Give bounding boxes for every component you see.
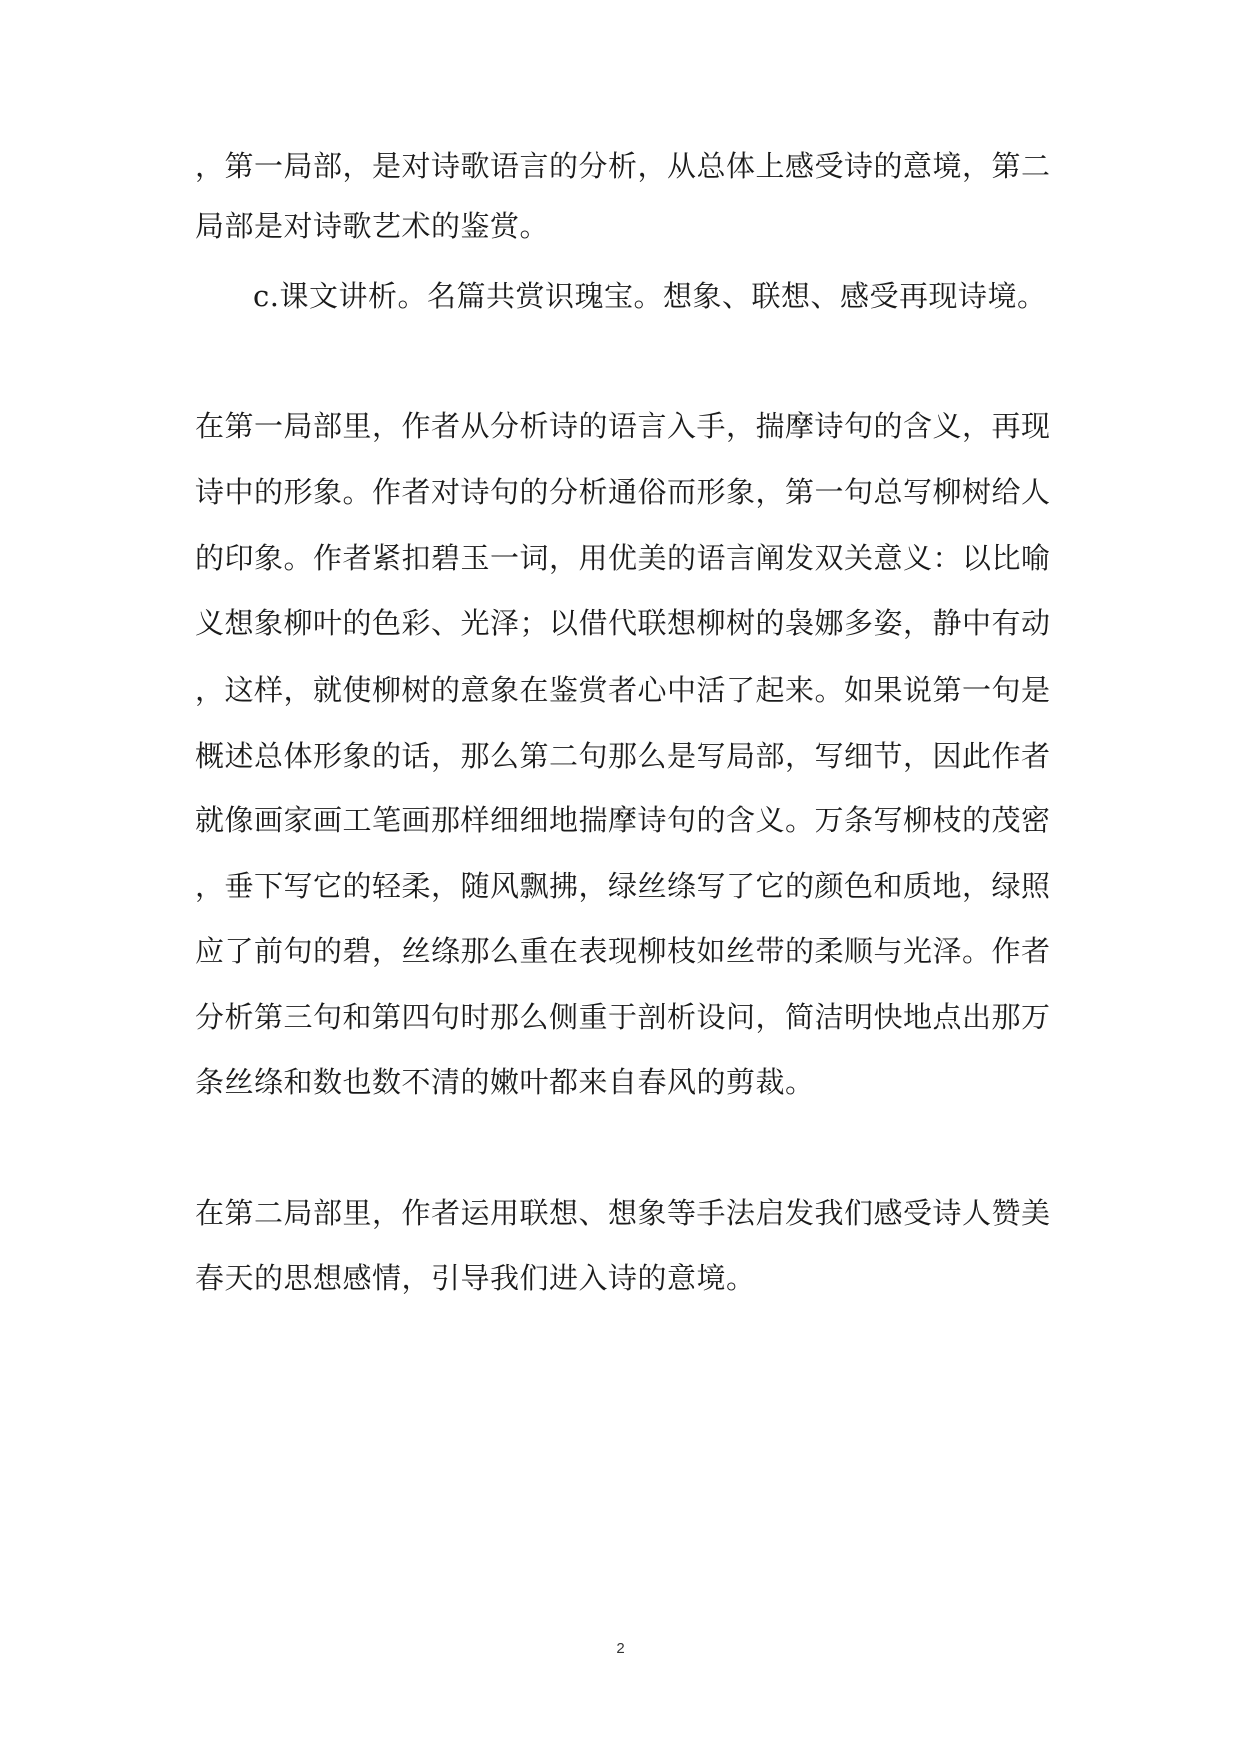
text-line: 在第一局部里，作者从分析诗的语言入手，揣摩诗句的含义，再现: [195, 409, 1051, 443]
text-line: 条丝绦和数也数不清的嫩叶都来自春风的剪裁。: [195, 1065, 815, 1099]
text-line: c.课文讲析。名篇共赏识瑰宝。想象、联想、感受再现诗境。: [253, 279, 1047, 313]
text-line: 就像画家画工笔画那样细细地揣摩诗句的含义。万条写柳枝的茂密: [195, 803, 1051, 837]
text-line: 春天的思想感情，引导我们进入诗的意境。: [195, 1261, 756, 1295]
text-line: ，第一局部，是对诗歌语言的分析，从总体上感受诗的意境，第二: [195, 149, 1051, 183]
text-line: 的印象。作者紧扣碧玉一词，用优美的语言阐发双关意义：以比喻: [195, 541, 1051, 575]
text-line: ，这样，就使柳树的意象在鉴赏者心中活了起来。如果说第一句是: [195, 673, 1051, 707]
text-line: 局部是对诗歌艺术的鉴赏。: [195, 209, 550, 243]
text-line: 诗中的形象。作者对诗句的分析通俗而形象，第一句总写柳树给人: [195, 475, 1051, 509]
text-line: 应了前句的碧，丝绦那么重在表现柳枝如丝带的柔顺与光泽。作者: [195, 934, 1051, 968]
text-line: 概述总体形象的话，那么第二句那么是写局部，写细节，因此作者: [195, 739, 1051, 773]
text-line: ，垂下写它的轻柔，随风飘拂，绿丝绦写了它的颜色和质地，绿照: [195, 869, 1051, 903]
text-line: 在第二局部里，作者运用联想、想象等手法启发我们感受诗人赞美: [195, 1196, 1051, 1230]
text-line: 分析第三句和第四句时那么侧重于剖析设问，简洁明快地点出那万: [195, 1000, 1051, 1034]
page-number: 2: [616, 1640, 625, 1657]
text-line: 义想象柳叶的色彩、光泽；以借代联想柳树的袅娜多姿，静中有动: [195, 606, 1051, 640]
